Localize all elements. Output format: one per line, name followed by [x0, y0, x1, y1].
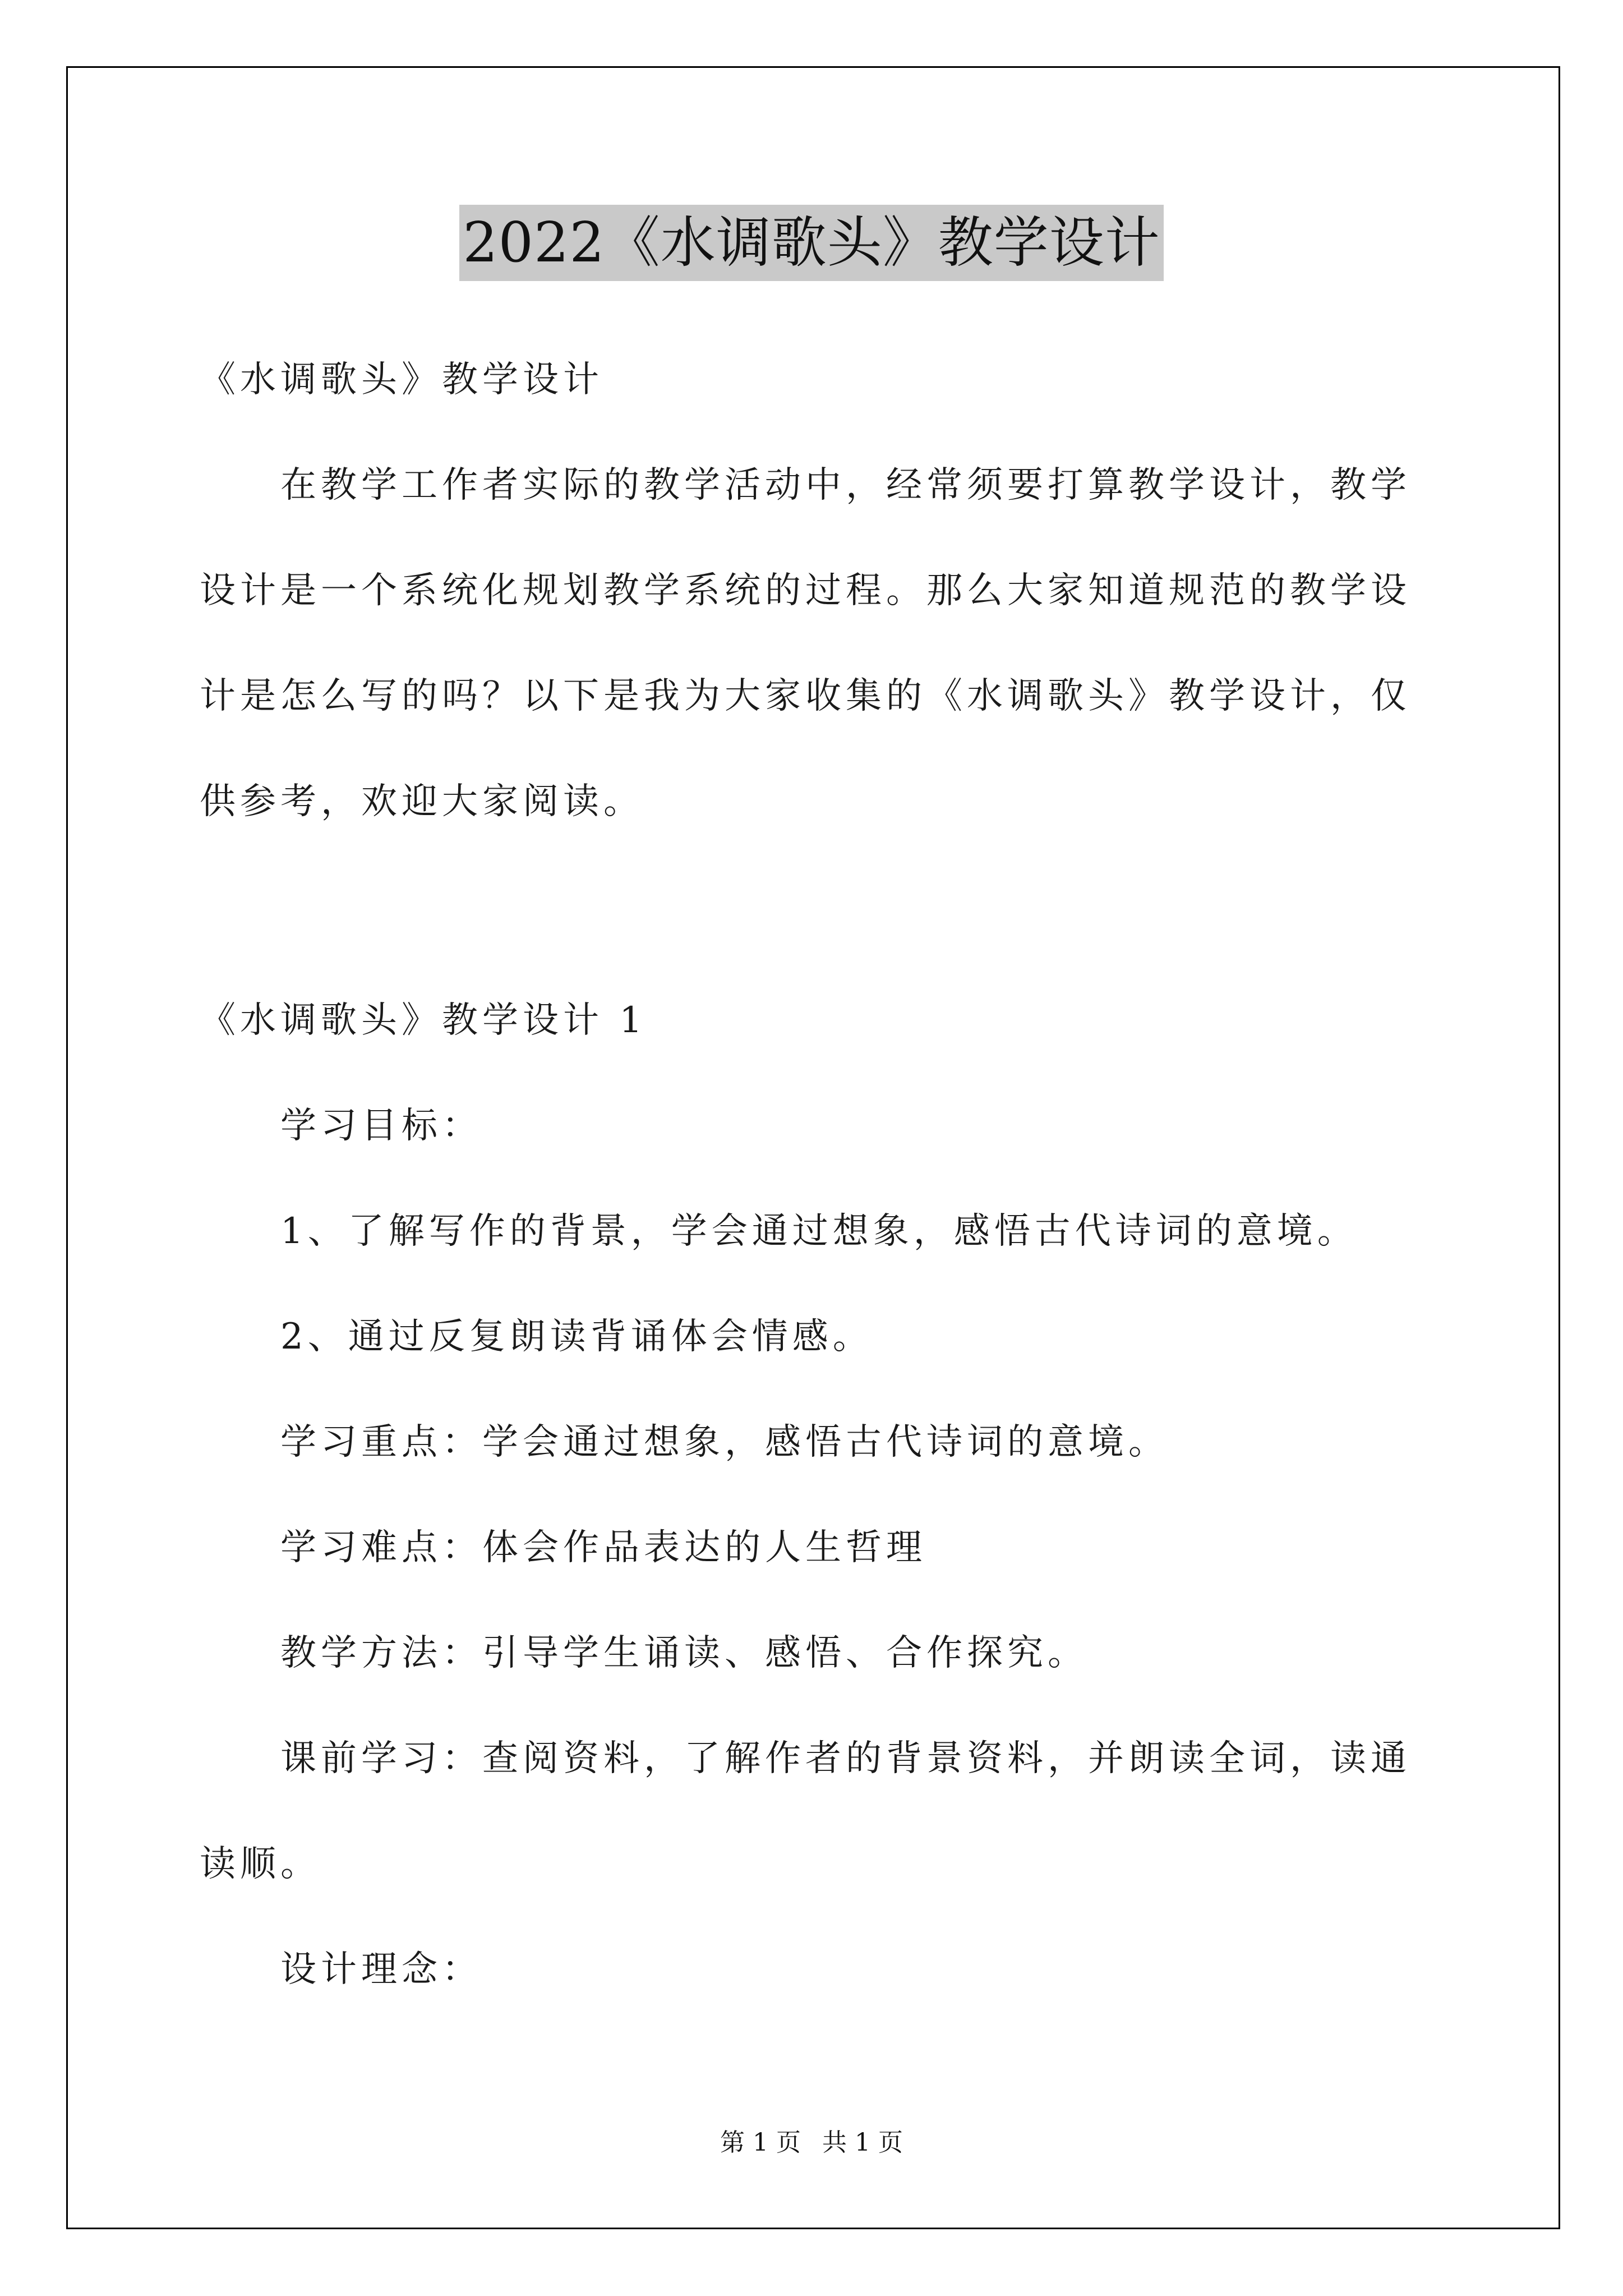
objective-1: 1、了解写作的背景，学会通过想象，感悟古代诗词的意境。 [280, 1211, 1358, 1252]
difficult-point: 学习难点：体会作品表达的人生哲理 [280, 1527, 926, 1568]
page-footer [0, 2126, 1623, 2160]
intro-line-3: 计是怎么写的吗？以下是我为大家收集的《水调歌头》教学设计，仅 [200, 675, 1411, 717]
section-heading: 《水调歌头》教学设计 1 [200, 1000, 647, 1041]
intro-line-1: 在教学工作者实际的教学活动中，经常须要打算教学设计，教学 [280, 464, 1411, 506]
objectives-label: 学习目标： [280, 1105, 482, 1147]
title-container [0, 205, 1623, 281]
document-title: 2022《水调歌头》教学设计 [459, 205, 1163, 281]
teaching-method: 教学方法：引导学生诵读、感悟、合作探究。 [280, 1632, 1088, 1674]
intro-line-4: 供参考，欢迎大家阅读。 [200, 781, 644, 822]
page-number-total: 共 1 页 [822, 2128, 903, 2157]
objective-2: 2、通过反复朗读背诵体会情感。 [280, 1316, 873, 1358]
preview-line-1: 课前学习：查阅资料，了解作者的背景资料，并朗读全词，读通 [280, 1738, 1411, 1779]
intro-line-2: 设计是一个系统化规划教学系统的过程。那么大家知道规范的教学设 [200, 570, 1411, 611]
preview-line-2: 读顺。 [200, 1843, 321, 1885]
key-point: 学习重点：学会通过想象，感悟古代诗词的意境。 [280, 1421, 1169, 1463]
page-number-current: 第 1 页 [720, 2128, 801, 2157]
subtitle: 《水调歌头》教学设计 [200, 359, 603, 401]
design-concept-label: 设计理念： [280, 1949, 482, 1990]
